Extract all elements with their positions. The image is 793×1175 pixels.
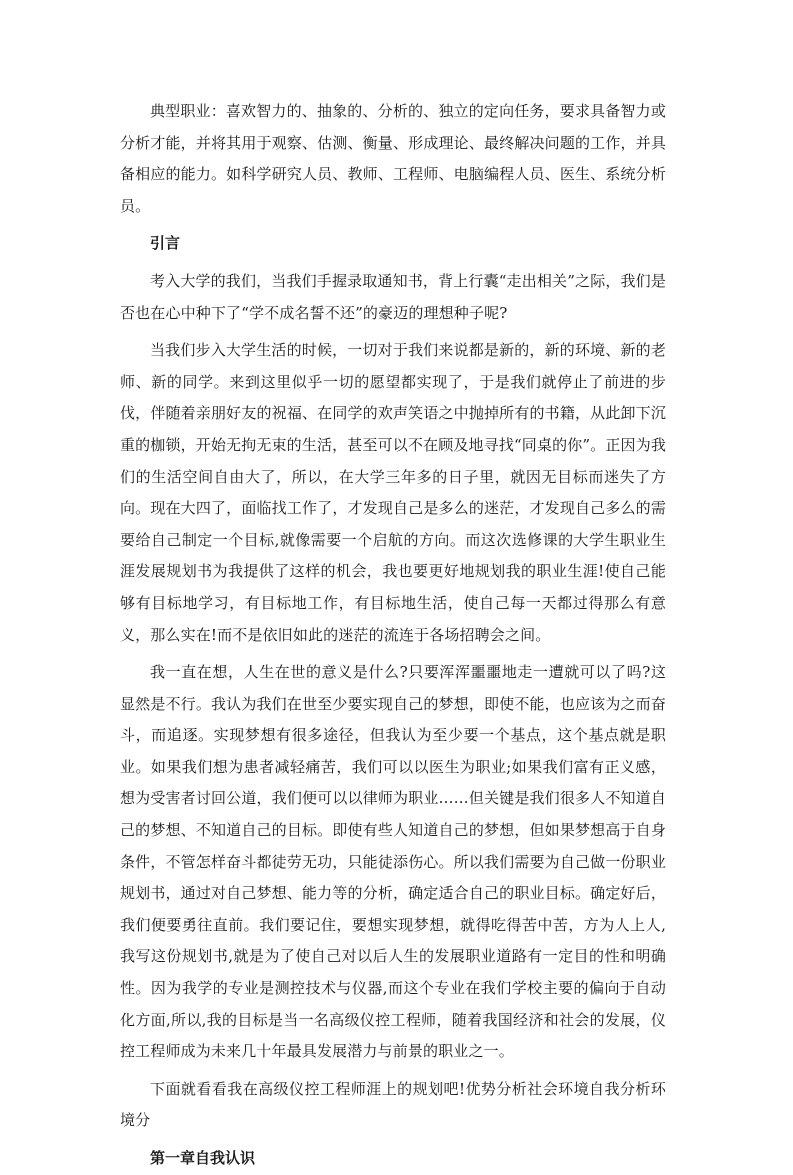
- chapter-heading: 第一章自我认识: [150, 1149, 256, 1167]
- document-page: [120, 96, 666, 1175]
- paragraph-4: 下面就看看我在高级仪控工程师涯上的规划吧!优势分析社会环境自我分析环境分: [120, 1079, 666, 1130]
- intro-paragraph: 典型职业：喜欢智力的、抽象的、分析的、独立的定向任务，要求具备智力或分析才能，并将其用于观察、估测、衡量、形成理论、最终解决问题的工作，并具备相应的能力。如科学研究人员、教师、工程师、电脑编程人员、医生、系统分析员。: [120, 102, 666, 215]
- section-heading-introduction: 引言: [150, 234, 181, 253]
- paragraph-1: 考入大学的我们，当我们手握录取通知书，背上行囊“走出相关”之际，我们是否也在心中种下了“学不成名誓不还”的豪迈的理想种子呢?: [120, 271, 666, 322]
- paragraph-3: 我一直在想，人生在世的意义是什么?只要浑浑噩噩地走一遭就可以了吗?这显然是不行。我认为我们在世至少要实现自己的梦想，即使不能，也应该为之而奋斗，而追逐。实现梦想有很多途径，但我认为至少要一个基点，这个基点就是职业。如果我们想为患者减轻痛苦，我们可以以医生为职业;如果我们富有正义感，想为受害者讨回公道，我们便可以以律师为职业……但关键是我们很多人不知道自己的梦想、不知道自己的目标。即使有些人知道自己的梦想，但如果梦想高于自身条件，不管怎样奋斗都徒劳无功，只能徒添伤心。所以我们需要为自己做一份职业规划书，通过对自己梦想、能力等的分析，确定适合自己的职业目标。确定好后，我们便要勇往直前。我们要记住，要想实现梦想，就得吃得苦中苦，方为人上人,我写这份规划书,就是为了使自己对以后人生的发展职业道路有一定目的性和明确性。因为我学的专业是测控技术与仪器,而这个专业在我们学校主要的偏向于自动化方面,所以,我的目标是当一名高级仪控工程师，随着我国经济和社会的发展，仪控工程师成为未来几十年最具发展潜力与前景的职业之一。: [120, 663, 666, 1061]
- paragraph-2: 当我们步入大学生活的时候，一切对于我们来说都是新的，新的环境、新的老师、新的同学。来到这里似乎一切的愿望都实现了，于是我们就停止了前进的步伐，伴随着亲朋好友的祝福、在同学的欢声笑语之中抛掉所有的书籍，从此卸下沉重的枷锁，开始无拘无束的生活，甚至可以不在顾及地寻找“同桌的你”。正因为我们的生活空间自由大了，所以，在大学三年多的日子里，就因无目标而迷失了方向。现在大四了，面临找工作了，才发现自己是多么的迷茫，才发现自己多么的需要给自己制定一个目标,就像需要一个启航的方向。而这次选修课的大学生职业生涯发展规划书为我提供了这样的机会，我也要更好地规划我的职业生涯!使自己能够有目标地学习，有目标地工作，有目标地生活，使自己每一天都过得那么有意义，那么实在!而不是依旧如此的迷茫的流连于各场招聘会之间。: [120, 341, 666, 644]
